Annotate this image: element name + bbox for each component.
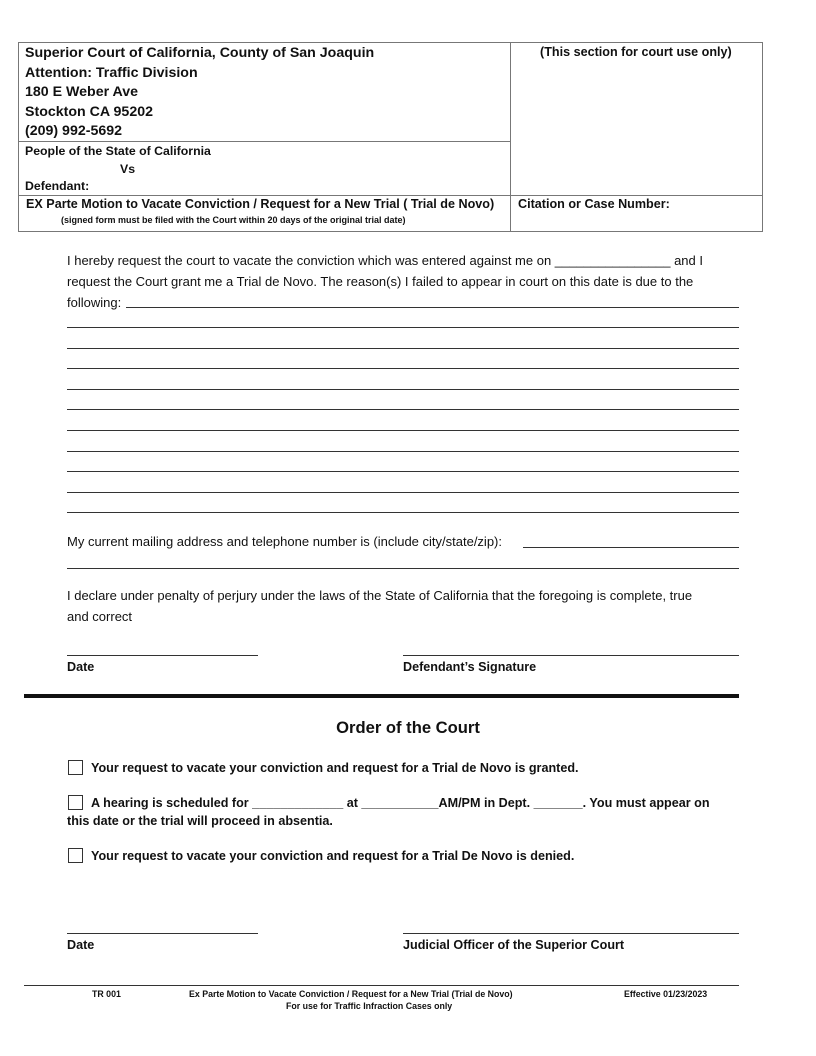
reason-line[interactable] [67,512,739,513]
reason-line[interactable] [67,348,739,349]
request-paragraph [67,250,703,313]
judicial-date-label: Date [67,938,95,952]
hearing-option-label: A hearing is scheduled for _____________ at ___________AM/PM in Dept. _______. You must appear on [91,796,710,810]
request-line-1: I hereby request the court to vacate the conviction which was entered against me on ________________ and I [67,253,703,268]
defendant-label[interactable]: Defendant: [25,179,90,193]
footer-form-number: TR 001 [92,989,121,999]
granted-checkbox[interactable] [68,760,83,775]
footer-form-title: Ex Parte Motion to Vacate Conviction / Request for a New Trial (Trial de Novo) [189,989,513,999]
court-street: 180 E Weber Ave [25,84,139,101]
order-title: Order of the Court [336,718,480,737]
reason-line[interactable] [67,409,739,410]
footer-rule [24,985,739,986]
judicial-officer-label: Judicial Officer of the Superior Court [403,938,625,952]
defendant-date-label: Date [67,660,95,674]
footer-effective-date: Effective 01/23/2023 [624,989,708,999]
form-title: EX Parte Motion to Vacate Conviction / Request for a New Trial ( Trial de Novo) [26,197,495,211]
declaration-line-1: I declare under penalty of perjury under the laws of the State of California that the foregoing is complete, true [67,588,693,603]
request-line-3: following: [67,295,122,310]
declaration-paragraph [67,585,692,627]
court-address-block [25,44,374,142]
address-label: My current mailing address and telephone number is (include city/state/zip): [67,534,502,549]
reason-line[interactable] [67,368,739,369]
request-line-2: request the Court grant me a Trial de Novo. The reason(s) I failed to appear in court on this date is due to the [67,274,694,289]
court-use-only-label: (This section for court use only) [540,45,732,59]
reason-line[interactable] [67,430,739,431]
people-label: People of the State of California [25,144,211,158]
address-line[interactable] [523,547,739,548]
declaration-line-2: and correct [67,609,133,624]
granted-option-label: Your request to vacate your conviction and request for a Trial de Novo is granted. [91,761,579,775]
hearing-option-continuation: this date or the trial will proceed in absentia. [67,814,333,828]
parties-block [25,143,211,196]
section-divider [24,694,739,698]
hearing-checkbox[interactable] [68,795,83,810]
caption-divider-vertical [510,42,511,232]
reason-line[interactable] [67,492,739,493]
reason-line[interactable] [67,451,739,452]
reason-line[interactable] [67,389,739,390]
defendant-signature-line[interactable] [403,655,739,656]
denied-option-label: Your request to vacate your conviction and request for a Trial De Novo is denied. [91,849,575,863]
defendant-signature-label: Defendant’s Signature [403,660,537,674]
court-name: Superior Court of California, County of San Joaquin [25,45,375,61]
court-city: Stockton CA 95202 [25,103,153,120]
judicial-signature-line[interactable] [403,933,739,934]
defendant-date-line[interactable] [67,655,258,656]
denied-checkbox[interactable] [68,848,83,863]
court-phone: (209) 992-5692 [25,123,123,140]
form-subtitle: (signed form must be filed with the Court within 20 days of the original trial date) [61,215,406,225]
reason-line[interactable] [126,307,739,308]
citation-number-field[interactable]: Citation or Case Number: [518,197,670,211]
reason-line[interactable] [67,471,739,472]
reason-line[interactable] [67,327,739,328]
address-line[interactable] [67,568,739,569]
footer-usage: For use for Traffic Infraction Cases only [286,1001,453,1011]
versus-label: Vs [120,161,136,176]
court-attention: Attention: Traffic Division [25,64,198,81]
judicial-date-line[interactable] [67,933,258,934]
